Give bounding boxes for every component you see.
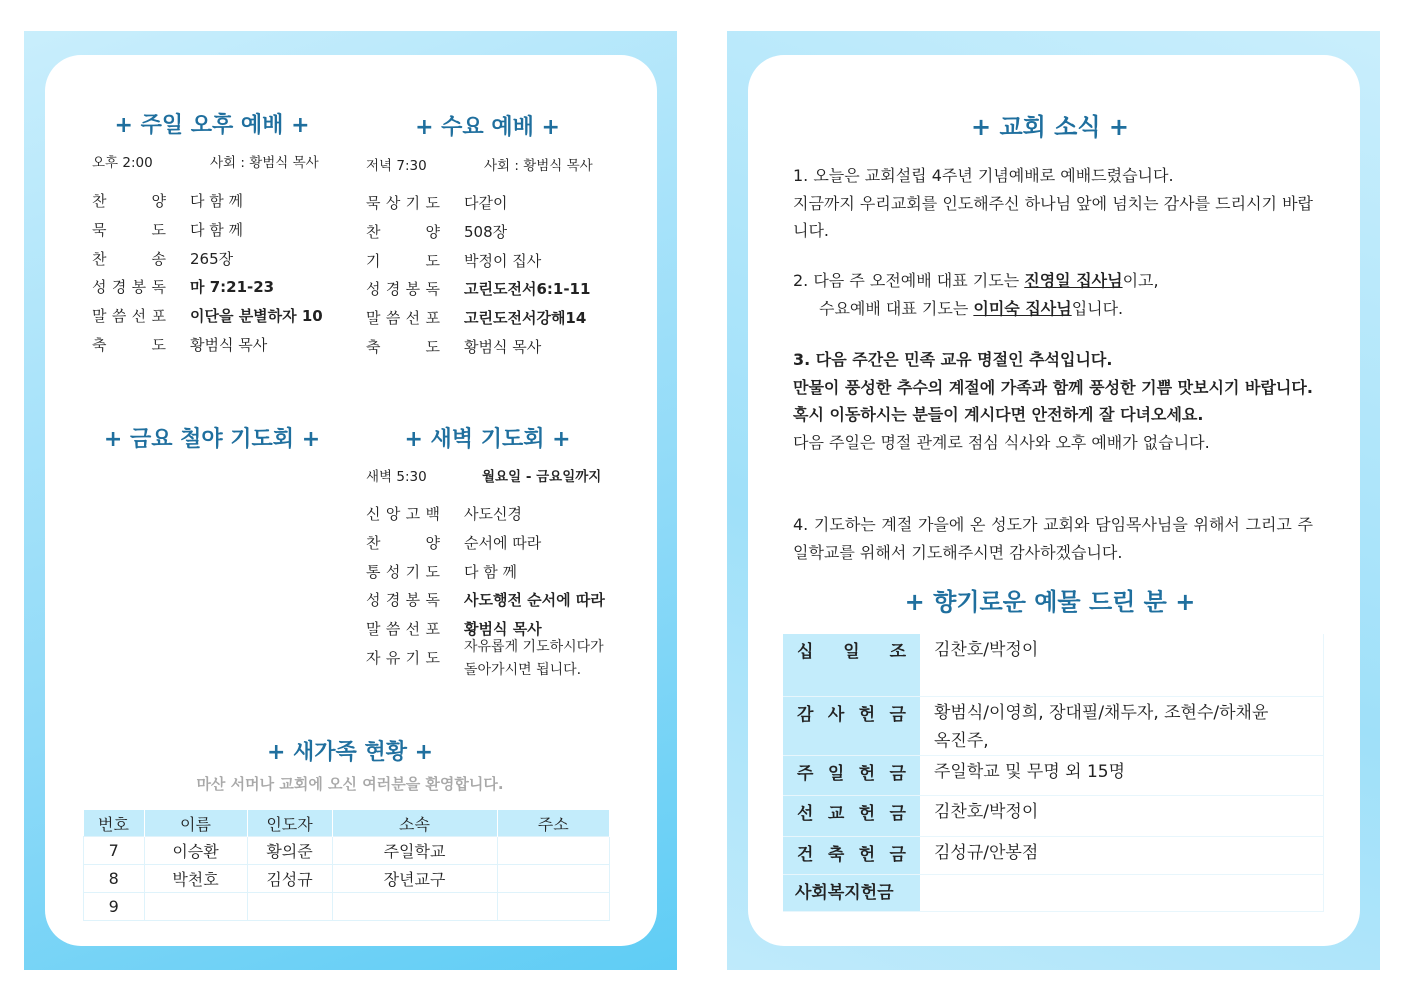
order-label: 축 도 xyxy=(92,336,166,354)
church-news-title: + 교회 소식 + xyxy=(970,113,1130,141)
news-text: 만물이 풍성한 추수의 계절에 가족과 함께 풍성한 기쁨 맛보시기 바랍니다. xyxy=(793,377,1313,397)
order-label: 말 씀 선 포 xyxy=(366,620,440,639)
order-value: 이단을 분별하자 10 xyxy=(190,307,323,326)
offering-donors: 김찬호/박정이 xyxy=(934,640,1039,660)
table-row xyxy=(84,837,610,865)
order-row xyxy=(366,503,606,531)
order-row xyxy=(366,589,606,617)
table-cell xyxy=(497,865,610,893)
order-value: 순서에 따라 xyxy=(464,533,542,552)
offering-category: 주 일 헌 금 xyxy=(797,763,906,784)
order-label: 성 경 봉 독 xyxy=(92,278,166,297)
offering-row xyxy=(783,795,1324,836)
order-value: 황범식 목사 xyxy=(464,620,542,639)
column-header: 인도자 xyxy=(247,810,332,837)
offering-row xyxy=(783,755,1324,795)
order-label: 성 경 봉 독 xyxy=(366,591,440,610)
table-cell: 장년교구 xyxy=(332,865,497,893)
column-header: 이름 xyxy=(144,810,247,837)
order-value: 마 7:21-23 xyxy=(190,278,275,297)
order-row xyxy=(366,532,606,560)
offering-category: 감 사 헌 금 xyxy=(797,704,906,725)
new-family-table xyxy=(83,810,610,921)
news-text: 지금까지 우리교회를 인도해주신 하나님 앞에 넘치는 감사를 드리시기 바랍니다. xyxy=(793,193,1313,240)
table-cell: 7 xyxy=(84,837,145,865)
offering-category-cell xyxy=(783,634,920,696)
order-row xyxy=(366,250,606,278)
order-row xyxy=(366,307,606,335)
news-text: 수요예배 대표 기도는 xyxy=(819,298,974,318)
offering-row xyxy=(783,696,1324,755)
offering-donors xyxy=(934,875,1323,877)
offering-category: 선 교 헌 금 xyxy=(797,803,906,824)
order-value: 자유롭게 기도하시다가 xyxy=(464,639,604,655)
column-header: 번호 xyxy=(84,810,145,837)
offering-category: 십 일 조 xyxy=(797,642,906,662)
wednesday-service-title: + 수요 예배 + xyxy=(415,115,560,140)
order-value: 508장 xyxy=(464,222,508,241)
news-text: 다음 주일은 명절 관계로 점심 식사와 오후 예배가 없습니다. xyxy=(793,432,1210,452)
dawn-prayer-title: + 새벽 기도회 + xyxy=(404,427,571,452)
offering-donors-cell xyxy=(920,696,1324,755)
offering-title: + 향기로운 예물 드린 분 + xyxy=(904,588,1196,616)
offering-row xyxy=(783,836,1324,874)
table-cell: 박천호 xyxy=(144,865,247,893)
order-value: 사도행전 순서에 따라 xyxy=(464,591,605,610)
table-cell xyxy=(144,893,247,921)
order-row xyxy=(366,278,606,306)
offering-donors: 황범식/이영희, 장대필/채두자, 조현수/하채윤 xyxy=(934,702,1269,723)
order-row xyxy=(92,219,332,247)
order-label: 통 성 기 도 xyxy=(366,562,440,581)
order-value: 고린도전서강해14 xyxy=(464,309,587,328)
table-cell xyxy=(332,893,497,921)
sunday-service-title: + 주일 오후 예배 + xyxy=(114,113,310,138)
offering-donors-cell xyxy=(920,634,1324,696)
wednesday-service-time: 저녁 7:30 xyxy=(366,158,427,174)
news-text: 1. 오늘은 교회설립 4주년 기념예배로 예배드렸습니다. xyxy=(793,166,1174,185)
order-row xyxy=(366,561,606,589)
order-label: 말 씀 선 포 xyxy=(366,309,440,328)
order-label: 찬 송 xyxy=(92,249,166,268)
order-label: 찬 양 xyxy=(92,192,166,210)
order-label: 묵 도 xyxy=(92,220,166,239)
offering-category: 사회복지헌금 xyxy=(795,882,894,903)
order-value: 다 함 께 xyxy=(190,192,244,210)
news-text: 3. 다음 주간은 민족 교유 명절인 추석입니다. xyxy=(793,350,1113,369)
offering-donors-cell xyxy=(920,755,1324,795)
table-cell xyxy=(247,893,332,921)
news-item-1 xyxy=(793,162,1313,245)
order-value: 박정이 집사 xyxy=(464,251,542,270)
order-row xyxy=(366,221,606,249)
table-cell: 황의준 xyxy=(247,837,332,865)
order-row xyxy=(366,639,606,678)
table-cell: 김성규 xyxy=(247,865,332,893)
order-label: 성 경 봉 독 xyxy=(366,280,440,299)
order-label: 자 유 기 도 xyxy=(366,649,440,667)
dawn-prayer-days: 월요일 - 금요일까지 xyxy=(482,469,602,485)
order-value: 다같이 xyxy=(464,194,508,212)
new-family-title: + 새가족 현황 + xyxy=(266,740,434,765)
order-row xyxy=(92,305,332,333)
news-text: 이고, xyxy=(1122,271,1159,290)
offering-donors: 옥진주, xyxy=(934,730,989,751)
order-value: 돌아가시면 됩니다. xyxy=(464,662,582,678)
news-item-3 xyxy=(793,346,1313,456)
order-value: 265장 xyxy=(190,249,234,268)
news-text: 혹시 이동하시는 분들이 계시다면 안전하게 잘 다녀오세요. xyxy=(793,405,1204,424)
table-cell: 주일학교 xyxy=(332,837,497,865)
order-label: 기 도 xyxy=(366,251,440,270)
news-text: 4. 기도하는 계절 가을에 온 성도가 교회와 담임목사님을 위해서 그리고 주일학교를 위해서 기도해주시면 감사하겠습니다. xyxy=(793,515,1313,562)
order-label: 축 도 xyxy=(366,338,440,356)
table-cell xyxy=(497,893,610,921)
offering-category: 건 축 헌 금 xyxy=(797,844,906,865)
friday-prayer-title: + 금요 철야 기도회 + xyxy=(103,427,321,452)
offering-row xyxy=(783,874,1324,911)
offering-donors: 김찬호/박정이 xyxy=(934,801,1039,822)
table-cell: 8 xyxy=(84,865,145,893)
new-family-header-row xyxy=(84,810,610,837)
order-value: 다 함 께 xyxy=(464,562,518,581)
offering-category-cell xyxy=(783,795,920,836)
order-label: 찬 양 xyxy=(366,222,440,241)
offering-donors-cell xyxy=(920,795,1324,836)
order-value: 황범식 목사 xyxy=(190,336,268,354)
offering-donors: 주일학교 및 무명 외 15명 xyxy=(934,761,1126,782)
order-value: 황범식 목사 xyxy=(464,338,542,356)
news-item-2 xyxy=(793,267,1313,322)
order-value: 사도신경 xyxy=(464,505,522,523)
order-row xyxy=(92,190,332,218)
offering-donors-cell xyxy=(920,836,1324,874)
column-header: 주소 xyxy=(497,810,610,837)
wednesday-service-host: 사회 : 황범식 목사 xyxy=(484,158,593,174)
offering-row xyxy=(783,634,1324,696)
news-item-4 xyxy=(793,511,1313,566)
order-value: 다 함 께 xyxy=(190,220,244,239)
news-text: 2. 다음 주 오전예배 대표 기도는 xyxy=(793,271,1025,290)
sunday-service-time: 오후 2:00 xyxy=(92,155,153,171)
order-label: 신 앙 고 백 xyxy=(366,505,440,523)
order-row xyxy=(92,334,332,362)
table-row xyxy=(84,893,610,921)
order-row xyxy=(92,276,332,304)
order-row xyxy=(366,336,606,364)
prayer-leader-name: 진영일 집사님 xyxy=(1024,271,1123,290)
offering-category-cell xyxy=(783,696,920,755)
column-header: 소속 xyxy=(332,810,497,837)
offering-table xyxy=(783,634,1324,912)
sunday-service-host: 사회 : 황범식 목사 xyxy=(210,155,319,171)
news-text: 입니다. xyxy=(1071,298,1124,318)
offering-category-cell xyxy=(783,755,920,795)
offering-donors-cell xyxy=(920,874,1324,911)
offering-category-cell xyxy=(783,874,920,911)
order-label: 찬 양 xyxy=(366,533,440,552)
order-row xyxy=(92,248,332,276)
order-value: 고린도전서6:1-11 xyxy=(464,280,591,299)
table-row xyxy=(84,865,610,893)
table-cell: 9 xyxy=(84,893,145,921)
order-label: 말 씀 선 포 xyxy=(92,307,166,326)
dawn-prayer-time: 새벽 5:30 xyxy=(366,469,427,485)
order-row xyxy=(366,192,606,220)
prayer-leader-name: 이미숙 집사님 xyxy=(973,298,1072,318)
order-label: 묵 상 기 도 xyxy=(366,194,440,212)
table-cell xyxy=(497,837,610,865)
offering-donors: 김성규/안봉점 xyxy=(934,842,1039,863)
new-family-welcome: 마산 서머나 교회에 오신 여러분을 환영합니다. xyxy=(196,775,504,793)
offering-category-cell xyxy=(783,836,920,874)
table-cell: 이승환 xyxy=(144,837,247,865)
